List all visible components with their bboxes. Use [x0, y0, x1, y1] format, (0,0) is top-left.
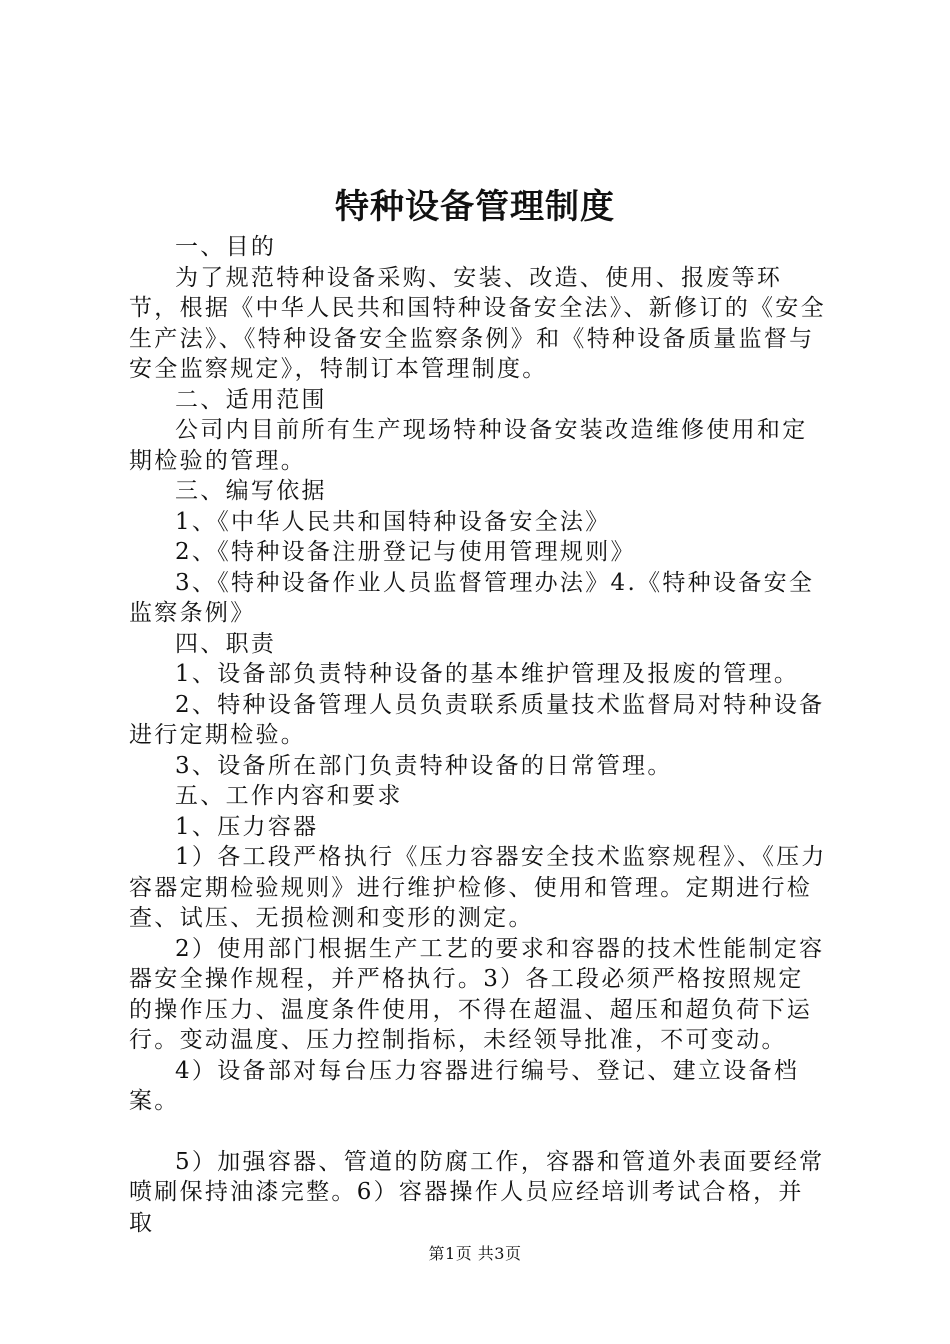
list-item-basis-3: 3、《特种设备作业人员监督管理办法》4.《特种设备安全监察条例》 — [129, 569, 815, 626]
paragraph-scope: 公司内目前所有生产现场特种设备安装改造维修使用和定期检验的管理。 — [129, 417, 808, 474]
section-heading-duties: 四、职责 — [175, 630, 277, 657]
list-item-basis-1: 1、《中华人民共和国特种设备安全法》 — [175, 508, 611, 535]
list-item-requirement-5-6: 5）加强容器、管道的防腐工作，容器和管道外表面要经常喷刷保持油漆完整。6）容器操作人员应经培训考试合格，并取 — [129, 1148, 825, 1236]
list-item-duty-1: 1、设备部负责特种设备的基本维护管理及报废的管理。 — [175, 661, 800, 687]
list-item-duty-2: 2、特种设备管理人员负责联系质量技术监督局对特种设备进行定期检验。 — [129, 691, 825, 748]
section-heading-basis: 三、编写依据 — [175, 478, 327, 504]
section-heading-purpose: 一、目的 — [175, 234, 277, 260]
document-body — [129, 232, 829, 1238]
list-item-requirement-1: 1）各工段严格执行《压力容器安全技术监察规程》、《压力容器定期检验规则》进行维护检修、使用和管理。定期进行检查、试压、无损检测和变形的测定。 — [129, 844, 827, 931]
list-item-requirement-2-3: 2）使用部门根据生产工艺的要求和容器的技术性能制定容器安全操作规程，并严格执行。3）各工段必须严格按照规定的操作压力、温度条件使用，不得在超温、超压和超负荷下运行。变动温度、压力控制指标，未经领导批准，不可变动。 — [129, 935, 825, 1053]
list-item-basis-2: 2、《特种设备注册登记与使用管理规则》 — [175, 539, 636, 565]
blank-line — [129, 1117, 829, 1147]
subsection-heading-pressure-vessels: 1、压力容器 — [175, 813, 319, 840]
document-title: 特种设备管理制度 — [335, 187, 615, 227]
list-item-duty-3: 3、设备所在部门负责特种设备的日常管理。 — [175, 752, 673, 779]
list-item-requirement-4: 4）设备部对每台压力容器进行编号、登记、建立设备档案。 — [129, 1057, 800, 1114]
section-heading-work: 五、工作内容和要求 — [175, 783, 403, 809]
section-heading-scope: 二、适用范围 — [175, 386, 327, 413]
page-footer: 第1页 共3页 — [428, 1244, 522, 1263]
paragraph-purpose: 为了规范特种设备采购、安装、改造、使用、报废等环节，根据《中华人民共和国特种设备安全法》、新修订的《安全生产法》、《特种设备安全监察条例》和《特种设备质量监督与安全监察规定》，特制订本管理制度。 — [129, 264, 826, 382]
